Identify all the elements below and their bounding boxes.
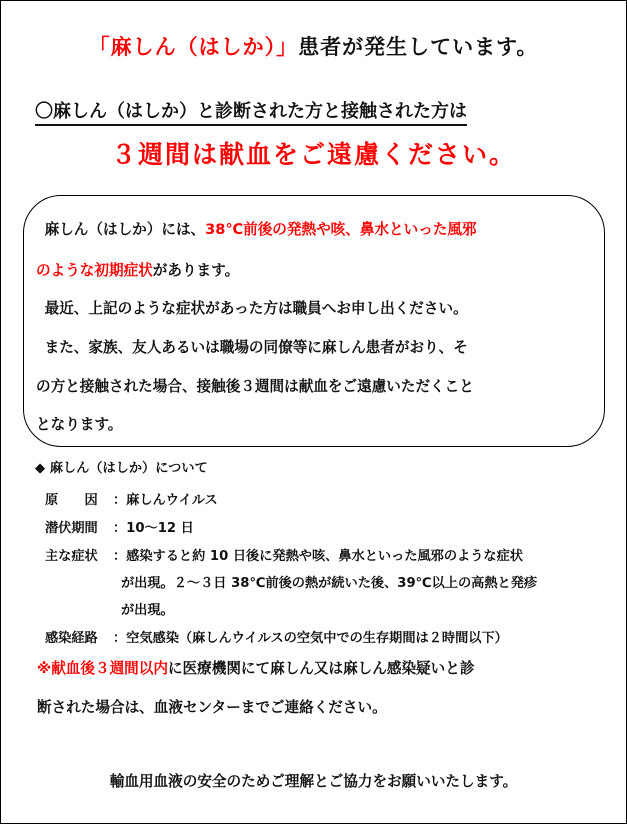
symptoms-line-1: ：感染すると約 10 日後に発熱や咳、鼻水といった風邪のような症状	[113, 549, 523, 564]
title-disease-name: 「麻しん（はしか）」	[88, 35, 299, 59]
deferral-headline: ３週間は献血をご遠慮ください。	[110, 140, 516, 169]
notice-red-text: ※献血後３週間以内	[37, 660, 168, 677]
box-line-2	[36, 259, 239, 280]
title-rest: 患者が発生しています。	[298, 35, 539, 59]
box-text-initial-symptoms: のような初期症状	[36, 262, 153, 279]
box-text-plain: があります。	[152, 262, 240, 279]
symptoms-line-3: が出現。	[121, 603, 174, 618]
footer-message: 輸血用血液の安全のためご理解とご協力をお願いいたします。	[109, 773, 518, 790]
box-line-5: の方と接触された場合、接触後３週間は献血をご遠慮いただくこと	[36, 378, 474, 395]
notice-line-2: 断された場合は、血液センターまでご連絡ください。	[37, 699, 387, 716]
info-box	[23, 195, 605, 447]
symptoms-line-2: が出現。２〜３日 38℃前後の熱が続いた後、39℃以上の高熱と発疹	[121, 576, 538, 591]
box-text-plain: 麻しん（はしか）には、	[30, 221, 206, 238]
box-text-symptoms: 38℃前後の発熱や咳、鼻水といった風邪	[205, 221, 477, 238]
box-line-1	[30, 218, 477, 239]
incubation-value: ：10〜12 日	[113, 521, 194, 536]
incubation-label: 潜伏期間	[45, 521, 98, 536]
cause-label: 原 因	[45, 493, 98, 508]
route-label: 感染経路	[45, 631, 98, 646]
contact-subtitle: 〇麻しん（はしか）と診断された方と接触された方は	[35, 97, 467, 126]
box-line-3: 最近、上記のような症状があった方は職員へお申し出ください。	[30, 300, 468, 317]
poster-title	[1, 31, 626, 61]
notice-line-1	[37, 657, 474, 678]
box-line-6: となります。	[36, 416, 123, 433]
route-value: ：空気感染（麻しんウイルスの空気中での生存期間は２時間以下）	[113, 631, 508, 646]
info-heading: ◆ 麻しん（はしか）について	[35, 461, 208, 476]
notice-text: に医療機関にて麻しん又は麻しん感染疑いと診	[167, 660, 475, 677]
cause-value: ：麻しんウイルス	[113, 493, 218, 508]
box-line-4: また、家族、友人あるいは職場の同僚等に麻しん患者がおり、そ	[30, 339, 468, 356]
symptoms-label: 主な症状	[45, 549, 98, 564]
